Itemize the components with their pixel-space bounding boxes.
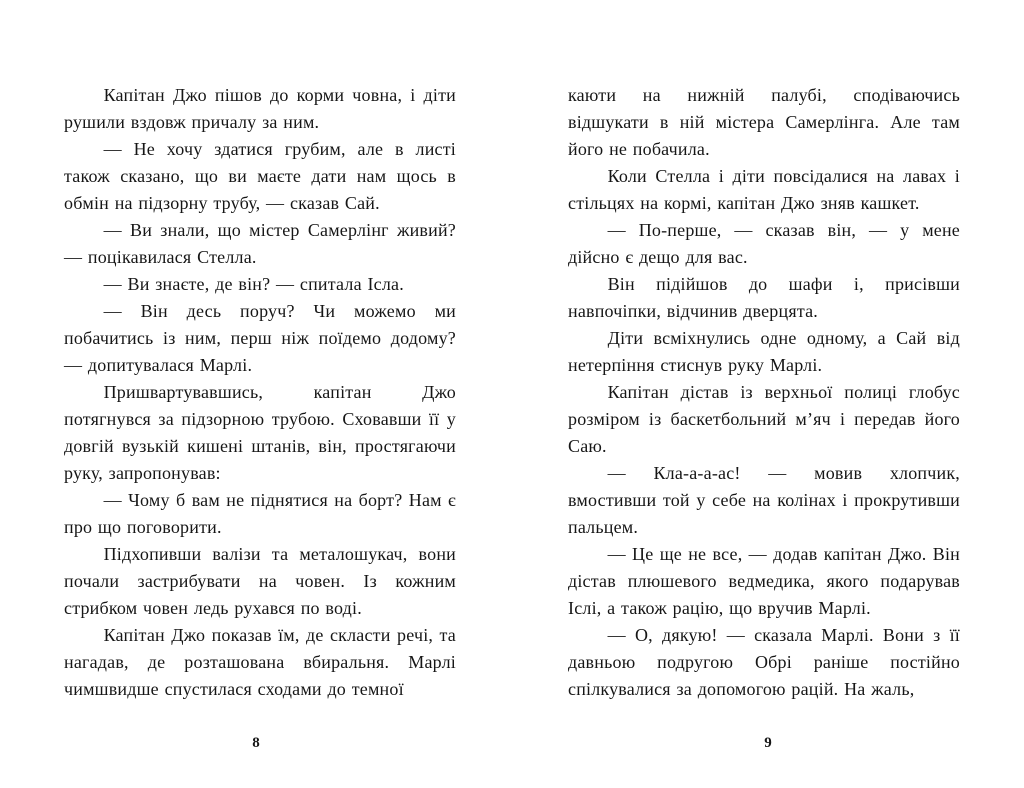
paragraph: Підхопивши валізи та металошукач, вони почали застрибувати на човен. Із кожним стрибком човен ледь рухався по воді. [64,544,456,618]
paragraph: Коли Стелла і діти повсідалися на лавах і стільцях на кормі, капітан Джо зняв кашкет. [568,166,960,213]
page-right-text [568,82,960,703]
paragraph: — Він десь поруч? Чи можемо ми побачитись із ним, перш ніж поїдемо додому? — допитувалася Марлі. [64,301,456,375]
paragraph: — Ви знали, що містер Самерлінг живий? — поцікавилася Стелла. [64,220,456,267]
paragraph: Діти всміхнулись одне одному, а Сай від нетерпіння стиснув руку Марлі. [568,328,960,375]
paragraph: — О, дякую! — сказала Марлі. Вони з її давньою подругою Обрі раніше постійно спілкувалися за допомогою рацій. На жаль, [568,625,960,699]
page-right [512,0,1024,788]
paragraph: — По-перше, — сказав він, — у мене дійсно є дещо для вас. [568,220,960,267]
paragraph: — Це ще не все, — додав капітан Джо. Він дістав плюшевого ведмедика, якого подарував Іслі, а також рацію, що вручив Марлі. [568,544,960,618]
paragraph: — Кла-а-а-ас! — мовив хлопчик, вмостивши той у себе на колінах і прокрутивши пальцем. [568,463,960,537]
page-left-text [64,82,456,703]
paragraph: Він підійшов до шафи і, присівши навпочіпки, відчинив дверцята. [568,274,960,321]
paragraph: — Не хочу здатися грубим, але в листі також сказано, що ви маєте дати нам щось в обмін на підзорну трубу, — сказав Сай. [64,139,456,213]
paragraph: Капітан Джо показав їм, де скласти речі, та нагадав, де розташована вбиральня. Марлі чимшвидше спустилася сходами до темної [64,625,456,699]
paragraph: Пришвартувавшись, капітан Джо потягнувся за підзорною трубою. Сховавши її у довгій вузькій кишені штанів, він, простягаючи руку, запропонував: [64,382,456,483]
paragraph: — Чому б вам не піднятися на борт? Нам є про що поговорити. [64,490,456,537]
paragraph: каюти на нижній палубі, сподіваючись відшукати в ній містера Самерлінга. Але там його не побачила. [568,85,960,159]
page-number-left: 8 [252,735,260,751]
paragraph: Капітан Джо пішов до корми човна, і діти рушили вздовж причалу за ним. [64,85,456,132]
page-number-right: 9 [764,735,772,751]
paragraph: — Ви знаєте, де він? — спитала Ісла. [103,274,404,294]
paragraph: Капітан дістав із верхньої полиці глобус розміром із баскетбольний м’яч і передав його Саю. [568,382,960,456]
